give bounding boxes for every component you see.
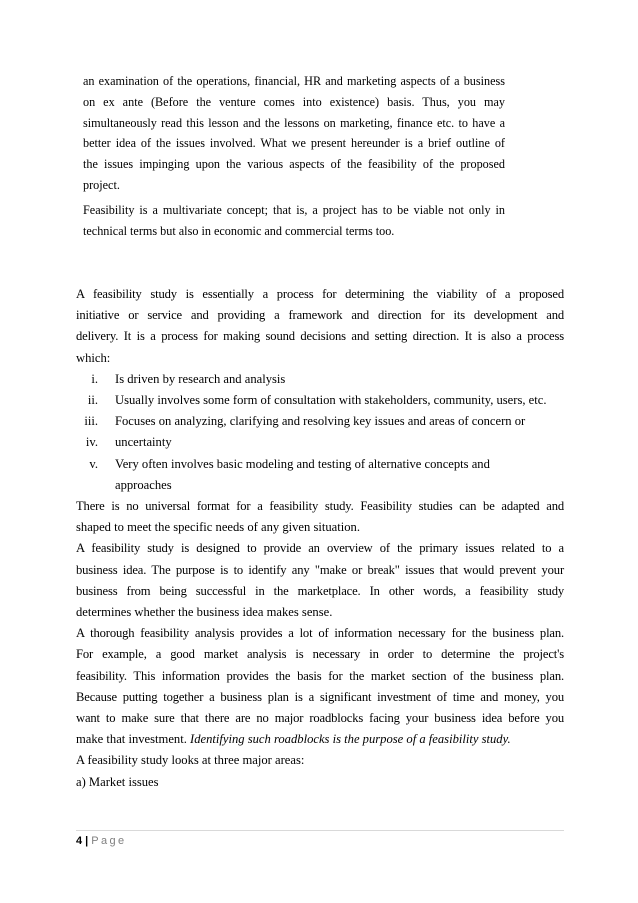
list-text: Focuses on analyzing, clarifying and resolving key issues and areas of concern or (115, 414, 526, 429)
list-item (76, 369, 564, 390)
text-line: want to make sure that there are no major roadblocks facing your business idea before you (76, 711, 564, 726)
page-footer (76, 835, 127, 847)
text-line: feasibility. This information provides the basis for the market section of the business plan. (76, 668, 564, 683)
list-text: uncertainty (115, 435, 172, 450)
indented-paragraph-1 (83, 71, 505, 196)
market-issues-heading: a) Market issues (76, 774, 159, 789)
text-line: which: (76, 350, 111, 365)
process-list (76, 369, 564, 496)
text-line (76, 729, 564, 750)
text-line: initiative or service and providing a framework and direction for its development and (76, 308, 564, 323)
list-item (76, 411, 564, 432)
italic-emphasis: Identifying such roadblocks is the purpose of a feasibility study. (190, 732, 511, 747)
text-line: For example, a good market analysis is necessary in order to determine the project's (76, 647, 564, 662)
thorough-paragraph (76, 623, 564, 750)
list-number: iv. (85, 435, 98, 450)
text-line: A feasibility study is essentially a process for determining the viability of a proposed (76, 287, 564, 301)
text-line: better idea of the issues involved. What we present hereunder is a brief outline of (83, 136, 505, 151)
list-text: Is driven by research and analysis (115, 371, 286, 386)
areas-paragraph: A feasibility study looks at three major areas: (76, 753, 305, 768)
page-label: Page (91, 835, 127, 847)
page-number: 4 (76, 835, 83, 847)
indented-paragraph-2 (83, 200, 505, 242)
footer-divider (76, 830, 564, 831)
intro-paragraph (76, 284, 564, 369)
format-paragraph (76, 496, 564, 538)
text-line: simultaneously read this lesson and the lessons on marketing, finance etc. to have a (83, 115, 505, 130)
plain-text: make that investment. (76, 732, 191, 747)
list-text: Very often involves basic modeling and testing of alternative concepts and (115, 456, 490, 471)
text-line: A feasibility study is designed to provide an overview of the primary issues related to a (76, 541, 564, 556)
text-line: technical terms but also in economic and commercial terms too. (83, 223, 395, 238)
designed-paragraph (76, 538, 564, 623)
list-item (76, 475, 564, 496)
text-line: project. (83, 177, 120, 192)
indented-section (83, 71, 505, 241)
text-line: Feasibility is a multivariate concept; that is, a project has to be viable not only in (83, 202, 505, 217)
list-item (76, 432, 564, 453)
text-line: delivery. It is a process for making sound decisions and setting direction. It is also a process (76, 329, 564, 344)
text-line: A thorough feasibility analysis provides a lot of information necessary for the business plan. (76, 626, 564, 641)
list-text: approaches (115, 477, 172, 492)
text-line: business from being successful in the marketplace. In other words, a feasibility study (76, 583, 564, 598)
text-line: business idea. The purpose is to identify any "make or break" issues that would prevent your (76, 562, 564, 577)
text-line: the issues impinging upon the various aspects of the feasibility of the proposed (83, 157, 505, 172)
list-number: ii. (87, 393, 98, 408)
list-text: Usually involves some form of consultation with stakeholders, community, users, etc. (115, 393, 547, 408)
list-number: v. (89, 456, 98, 471)
list-number: i. (91, 371, 98, 386)
text-line: an examination of the operations, financial, HR and marketing aspects of a business (83, 74, 505, 88)
list-item (76, 390, 564, 411)
main-body (76, 284, 564, 793)
text-line: shaped to meet the specific needs of any given situation. (76, 520, 360, 535)
footer-separator: | (85, 835, 89, 847)
text-line: Because putting together a business plan is a significant investment of time and money, you (76, 689, 564, 704)
list-number: iii. (84, 414, 98, 429)
text-line: There is no universal format for a feasibility study. Feasibility studies can be adapted and (76, 499, 564, 514)
text-line: determines whether the business idea makes sense. (76, 605, 333, 620)
list-item (76, 454, 564, 475)
text-line: on ex ante (Before the venture comes into existence) basis. Thus, you may (83, 94, 505, 109)
